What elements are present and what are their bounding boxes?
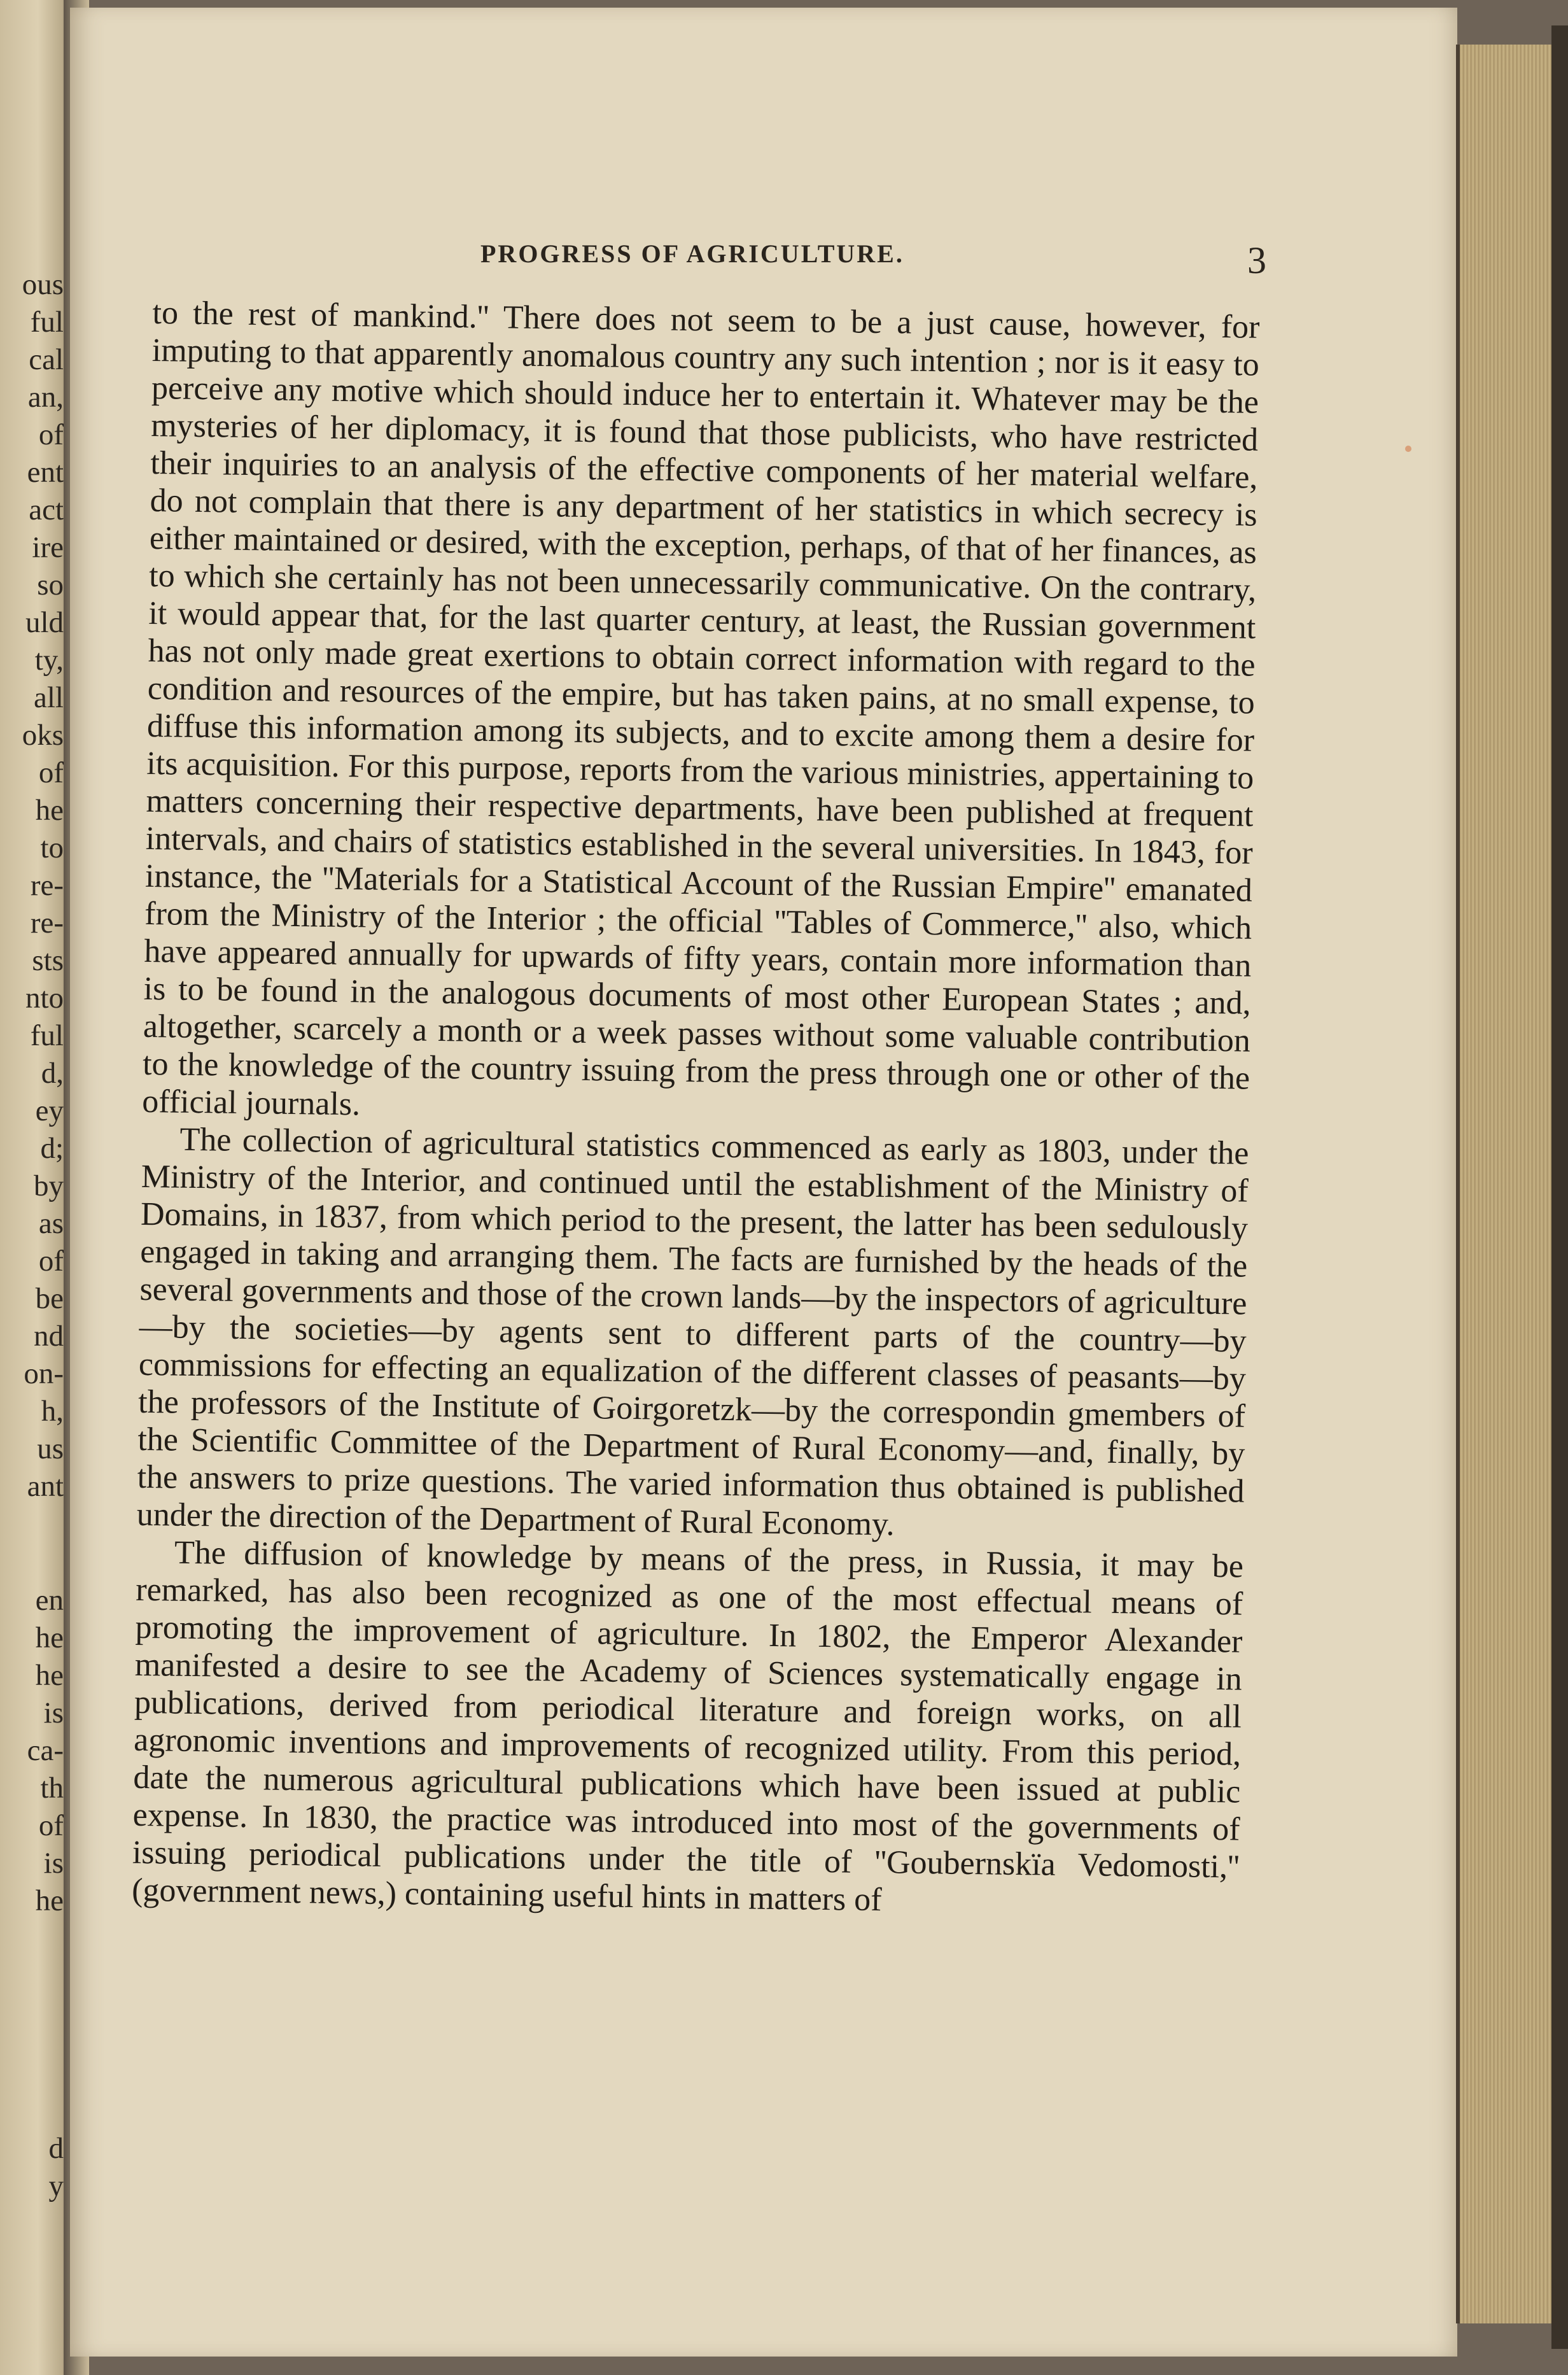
facing-page-fragment: he — [35, 1659, 64, 1692]
page-number: 3 — [1247, 239, 1266, 281]
facing-page-fragment: of — [38, 756, 64, 789]
facing-page-fragment: is — [43, 1696, 64, 1730]
book-cover-edge — [1551, 25, 1568, 2349]
facing-page-fragment: to — [40, 831, 64, 864]
facing-page-fragment: ca- — [27, 1734, 64, 1767]
facing-page-fragment: th — [40, 1772, 64, 1805]
facing-page-fragment: oks — [22, 719, 64, 752]
facing-page-fragment: h, — [41, 1395, 64, 1428]
facing-page-fragment: nto — [25, 982, 64, 1015]
facing-page-fragment: act — [29, 493, 64, 526]
facing-page-fragment: ire — [32, 531, 64, 564]
facing-page-fragment: cal — [29, 343, 64, 376]
facing-page-fragment: en — [35, 1584, 64, 1617]
facing-page-fragment: ant — [27, 1470, 64, 1503]
facing-page-fragment: us — [37, 1432, 64, 1465]
paragraph-3: The diffusion of knowledge by means of the press, in Russia, it may be remarked, has also been recognized as one of the most effectual means of promoting the improvement of agriculture. In 1802, the Emperor Alexander manifested a desire to see the Academy of Sciences systematically engage in publications, derived from periodical literature and foreign works, on all agronomic inventions and improvements of recognized utility. From this period, date the numerous agricultural publications which have been issued at public expense. In 1830, the practice was introduced into most of the governments of issuing periodical publications under the title of ''Goubernskïa Vedomosti,'' (government news,) containing useful hints in matters of — [131, 1534, 1244, 1919]
facing-page-fragment: he — [35, 794, 64, 827]
facing-page-fragment: by — [34, 1169, 64, 1202]
facing-page-fragment: sts — [32, 944, 64, 977]
facing-page-fragment: d, — [41, 1057, 64, 1090]
facing-page-fragment: as — [38, 1207, 64, 1240]
facing-page-fragment: y — [48, 2169, 64, 2202]
facing-page-fragment: so — [37, 568, 64, 602]
body-text — [132, 294, 1260, 1924]
facing-page-fragment: ful — [30, 306, 64, 339]
facing-page-fragment: he — [35, 1884, 64, 1917]
facing-page-fragment: re- — [30, 869, 64, 902]
facing-page-fragment: all — [34, 681, 64, 714]
facing-page-fragment: an, — [27, 381, 64, 414]
facing-page-fragment: of — [38, 1809, 64, 1842]
facing-page-fragment: uld — [25, 606, 64, 639]
paper-blemish — [1405, 446, 1411, 452]
facing-page-fragment: nd — [34, 1320, 64, 1353]
facing-page-fragment: of — [38, 418, 64, 451]
facing-page-fragment: of — [38, 1244, 64, 1278]
facing-page-fragment: is — [43, 1847, 64, 1880]
running-header: PROGRESS OF AGRICULTURE. — [480, 239, 904, 268]
facing-page-fragment: ful — [30, 1019, 64, 1052]
facing-page-fragment: ous — [22, 268, 64, 301]
facing-page-fragment: on- — [24, 1357, 64, 1390]
facing-page-fragment: ey — [35, 1094, 64, 1127]
page-block-edge — [1456, 45, 1555, 2323]
facing-page-fragment: re- — [30, 906, 64, 940]
facing-page-fragment: ent — [27, 456, 64, 489]
facing-page-fragment: d; — [40, 1132, 64, 1165]
facing-page-fragment: he — [35, 1621, 64, 1654]
paragraph-2: The collection of agricultural statistics commenced as early as 1803, under the Ministry of the Interior, and continued until the establishment of the Ministry of Domains, in 1837, from which period to the present, the latter has been sedulously engaged in taking and arranging them. The facts are furnished by the heads of the several governments and those of the crown lands—by the inspectors of agriculture—by the societies—by agents sent to different parts of the country—by commissions for effecting an equalization of the different classes of peasants—by the professors of the Institute of Goirgoretzk—by the correspondin gmembers of the Scientific Committee of the Department of Rural Economy—and, finally, by the answers to prize questions. The varied information thus obtained is published under the direction of the Department of Rural Economy. — [136, 1121, 1249, 1543]
facing-page-edge — [0, 0, 69, 2375]
facing-page-fragment: d — [48, 2132, 64, 2165]
paragraph-1: to the rest of mankind.'' There does not seem to be a just cause, however, for imputing to that apparently anomalous country any such intention ; nor is it easy to perceive any motive which should induce her to entertain it. Whatever may be the mysteries of her diplomacy, it is found that those publicists, who have restricted their inquiries to an analysis of the effective components of her material welfare, do not complain that there is any department of her statistics in which secrecy is either maintained or desired, with the exception, perhaps, of that of her finances, as to which she certainly has not been unnecessarily communicative. On the contrary, it would appear that, for the last quarter century, at least, the Russian government has not only made great exertions to obtain correct information with regard to the condition and resources of the empire, but has taken pains, at no small expense, to diffuse this information among its subjects, and to excite among them a desire for its acquisition. For this purpose, reports from the various ministries, appertaining to matters concerning their respective departments, have been published at frequent intervals, and chairs of statistics established in the several universities. In 1843, for instance, the ''Materials for a Statistical Account of the Russian Empire'' emanated from the Ministry of the Interior ; the official ''Tables of Commerce,'' also, which have appeared annually for upwards of fifty years, contain more information than is to be found in the analogous documents of most other European States ; and, altogether, scarcely a month or a week passes without some valuable contribution to the knowledge of the country issuing from the press through one or other of the official journals. — [142, 294, 1260, 1123]
facing-page-fragment: ty, — [34, 644, 64, 677]
facing-page-fragment: be — [35, 1282, 64, 1315]
